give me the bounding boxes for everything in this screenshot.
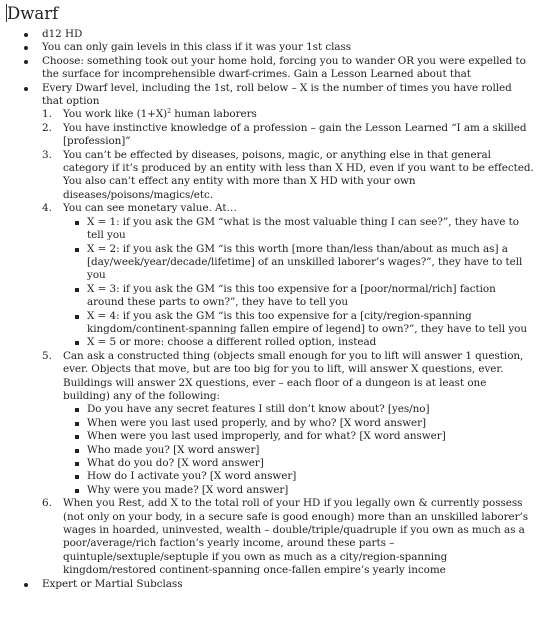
heading-text: Dwarf: [7, 4, 59, 23]
monetary-item: X = 5 or more: choose a different rolled option, instead: [87, 336, 536, 349]
constructed-intro: Can ask a constructed thing (objects small enough for you to lift will answer 1 question, ever. Objects that move, but are too big for you to lift, will answer X questions, ever. Buildings will answer 2X questions, ever – each floor of a dungeon is at least one building) any of the following:: [63, 349, 524, 402]
monetary-item: X = 3: if you ask the GM “is this too expensive for a [poor/normal/rich] faction around these parts to own?”, they have to tell you: [87, 283, 536, 310]
monetary-item: X = 2: if you ask the GM “is this worth [more than/less than/about as much as] a [day/week/year/decade/lifetime] of an unskilled laborer’s wages?”, they have to tell you: [87, 243, 536, 283]
question-item: Who made you? [X word answer]: [87, 444, 536, 457]
question-item: What do you do? [X word answer]: [87, 457, 536, 470]
roll-option-profession: You have instinctive knowledge of a profession – gain the Lesson Learned “I am a skilled [profession]”: [63, 121, 527, 148]
roll-option-labor-text-end: human laborers: [170, 108, 257, 121]
monetary-list: [63, 216, 536, 350]
document-body[interactable]: [6, 28, 536, 591]
question-list: [63, 403, 536, 497]
question-item: Do you have any secret features I still don’t know about? [yes/no]: [87, 403, 536, 416]
question-item: Why were you made? [X word answer]: [87, 484, 536, 497]
roll-option-rest: When you Rest, add X to the total roll of your HD if you legally own & currently possess (not only on your body, in a secure safe is good enough) more than an unskilled laborer’s wages in hoarded, uninvested, wealth – double/triple/quadruple if you own as much as a poor/average/rich faction’s yearly income, around these parts – quintuple/sextuple/septuple if you own as much as a city/region-spanning kingdom/restored continent-spanning once-fallen empire’s yearly income: [63, 497, 529, 577]
list-item-subclass: Expert or Martial Subclass: [42, 578, 536, 591]
list-item-hit-die: d12 HD: [42, 28, 536, 41]
list-item-first-class: You can only gain levels in this class if it was your 1st class: [42, 41, 536, 54]
question-item: When were you last used properly, and by who? [X word answer]: [87, 417, 536, 430]
monetary-item: X = 4: if you ask the GM “is this too expensive for a [city/region-spanning kingdom/continent-spanning fallen empire of legend] to own?”, they have to tell you: [87, 310, 536, 337]
roll-option-monetary: [63, 202, 536, 349]
question-item: When were you last used improperly, and for what? [X word answer]: [87, 430, 536, 443]
monetary-item: X = 1: if you ask the GM “what is the most valuable thing I can see?”, they have to tell you: [87, 216, 536, 243]
roll-option-labor-text: You work like (1+X): [63, 108, 168, 121]
bullet-list: [6, 28, 536, 591]
level-roll-text: Every Dwarf level, including the 1st, roll below – X is the number of times you have rolled that option: [42, 81, 512, 108]
question-item: How do I activate you? [X word answer]: [87, 470, 536, 483]
monetary-intro: You can see monetary value. At…: [63, 202, 237, 215]
roll-option-constructed: [63, 350, 536, 497]
roll-option-immunity: You can’t be effected by diseases, poisons, magic, or anything else in that general category if it’s produced by an entity with less than X HD, even if you want to be effected. You also can’t effect any entity with more than X HD with your own diseases/poisons/magics/etc.: [63, 148, 534, 201]
exponent: 2: [167, 108, 171, 116]
list-item-level-roll: [42, 82, 536, 578]
roll-table: [42, 108, 536, 577]
roll-option-labor: [63, 108, 536, 121]
list-item-choose-origin: Choose: something took out your home hold, forcing you to wander OR you were expelled to the surface for incomprehensible dwarf-crimes. Gain a Lesson Learned about that: [42, 55, 536, 82]
document-heading[interactable]: [6, 2, 536, 26]
